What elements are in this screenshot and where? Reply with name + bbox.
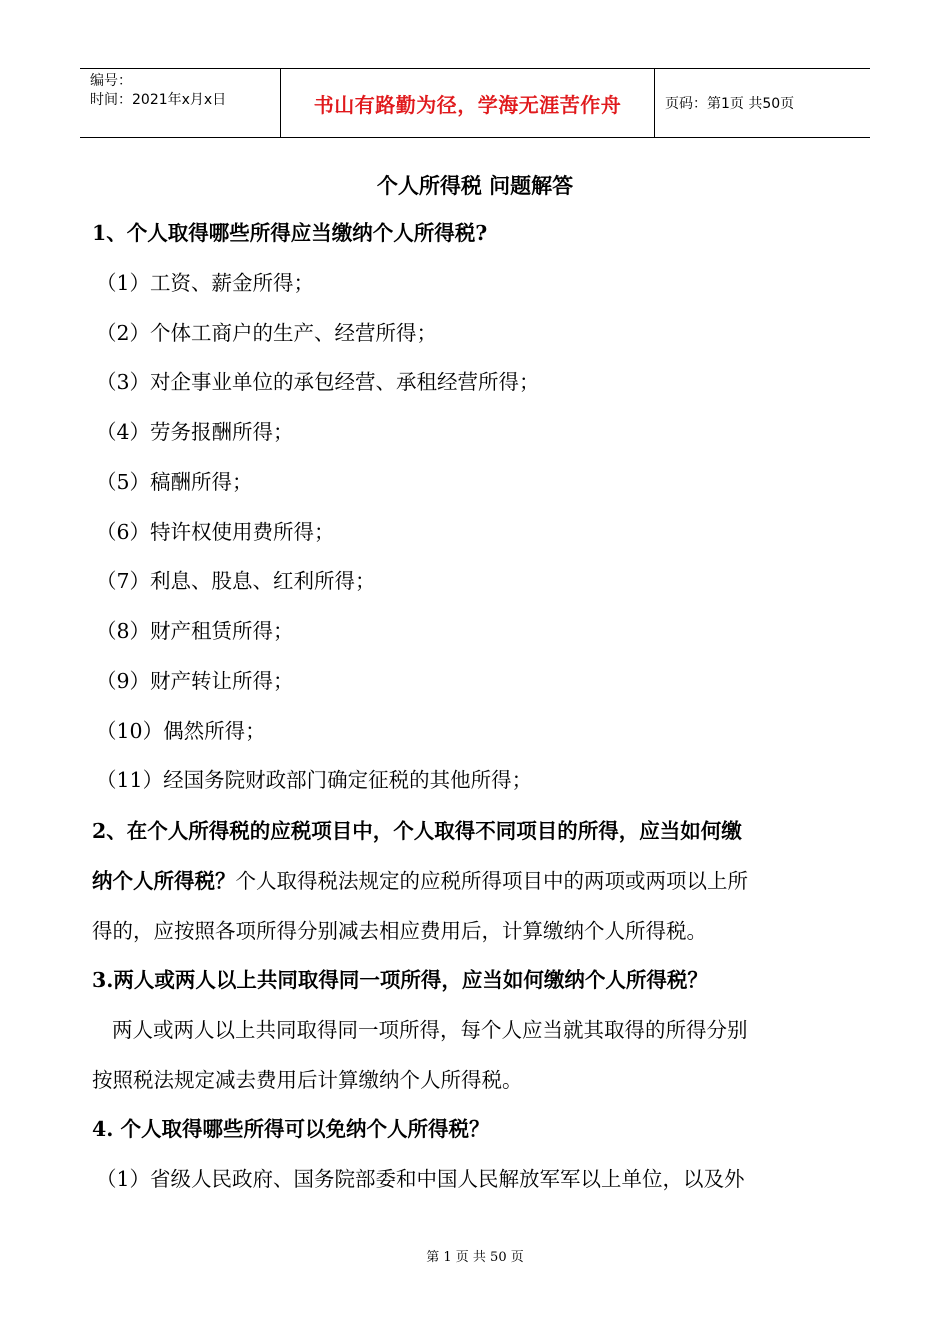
q2-question-line1: 2、在个人所得税的应税项目中，个人取得不同项目的所得，应当如何缴 (92, 819, 742, 843)
q1-item-10: （10）偶然所得； (96, 719, 266, 743)
q1-item-9: （9）财产转让所得； (96, 669, 294, 693)
page-header (80, 68, 870, 138)
q2-question-line2: 纳个人所得税？ (92, 869, 236, 893)
header-time-label: 时间：2021年x月x日 (90, 92, 227, 108)
q1-question: 1、个人取得哪些所得应当缴纳个人所得税? (92, 221, 488, 245)
q4-question: 4. 个人取得哪些所得可以免纳个人所得税？ (92, 1117, 490, 1141)
q2-answer-line3: 得的，应按照各项所得分别减去相应费用后，计算缴纳个人所得税。 (92, 919, 707, 943)
q1-item-5: （5）稿酬所得； (96, 470, 253, 494)
document-title: 个人所得税 问题解答 (376, 173, 574, 198)
q3-answer-line1: 两人或两人以上共同取得同一项所得，每个人应当就其取得的所得分别 (112, 1018, 748, 1042)
header-page-info: 页码：第1页 共50页 (665, 96, 795, 112)
q1-item-11: （11）经国务院财政部门确定征税的其他所得； (96, 768, 533, 792)
page-footer: 第 1 页 共 50 页 (426, 1250, 524, 1265)
q3-answer-line2: 按照税法规定减去费用后计算缴纳个人所得税。 (92, 1068, 523, 1092)
q1-item-4: （4）劳务报酬所得； (96, 420, 294, 444)
q2-answer-line2: 个人取得税法规定的应税所得项目中的两项或两项以上所 (235, 869, 748, 893)
q1-item-7: （7）利息、股息、红利所得； (96, 569, 376, 593)
q1-item-2: （2）个体工商户的生产、经营所得； (96, 321, 438, 345)
q1-item-3: （3）对企事业单位的承包经营、承租经营所得； (96, 370, 540, 394)
q2-line2 (92, 866, 748, 896)
header-motto: 书山有路勤为径，学海无涯苦作舟 (281, 69, 655, 137)
q1-item-1: （1）工资、薪金所得； (96, 271, 315, 295)
q1-item-6: （6）特许权使用费所得； (96, 520, 335, 544)
q4-item-1: （1）省级人民政府、国务院部委和中国人民解放军军以上单位，以及外 (96, 1167, 745, 1191)
q3-question: 3.两人或两人以上共同取得同一项所得，应当如何缴纳个人所得税？ (92, 968, 708, 992)
header-number-label: 编号： (90, 73, 132, 89)
header-meta (80, 69, 281, 137)
q1-item-8: （8）财产租赁所得； (96, 619, 294, 643)
